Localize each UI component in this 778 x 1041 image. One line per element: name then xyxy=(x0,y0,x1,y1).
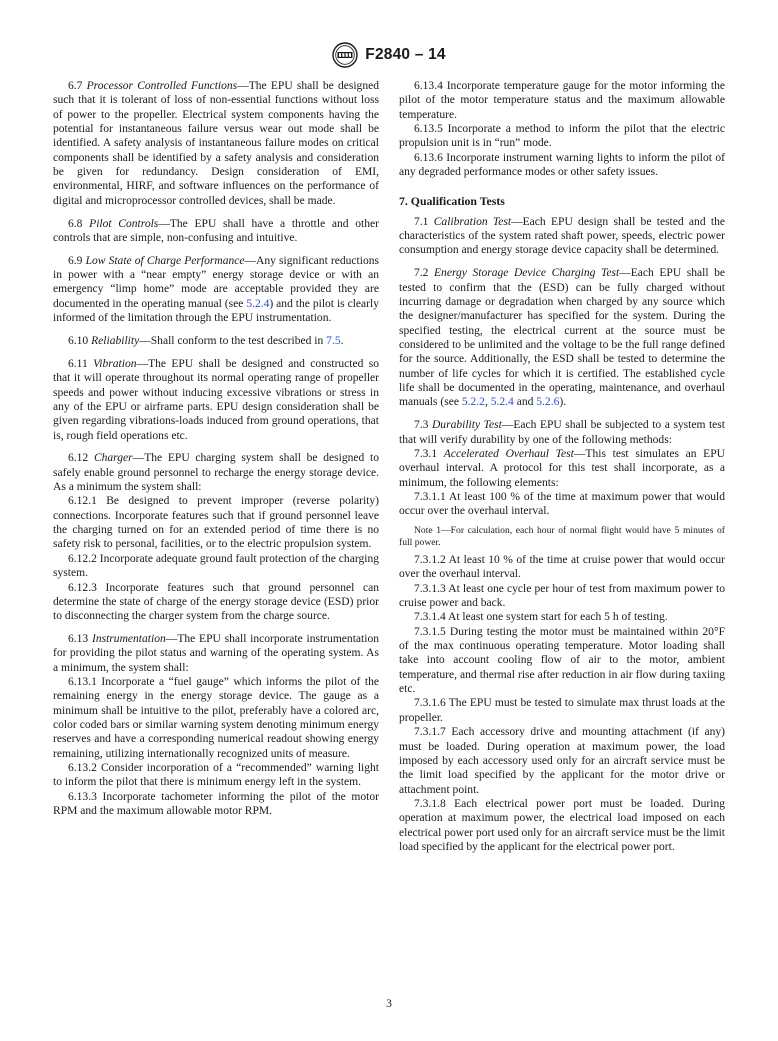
para-7-3-1-4: 7.3.1.4 At least one system start for each 5 h of testing. xyxy=(414,611,668,624)
para-6-10 xyxy=(53,334,379,348)
para-6-13-4: 6.13.4 Incorporate temperature gauge for the motor informing the pilot of the motor temperature status and the maximum allowable temperature. xyxy=(399,80,725,121)
page-header xyxy=(0,42,778,68)
section-link-5-2-4[interactable]: 5.2.4 xyxy=(490,396,514,409)
para-text: —The EPU shall be designed and constructed so that it will operate throughout its normal operating range of propeller speeds and power without inducing excessive vibrations or stress in any of the EPU or airframe parts. EPU design consideration shall be given regarding vibrations-loads induced from ground operations, that is, rough field operations etc. xyxy=(53,357,380,442)
para-title: Charger xyxy=(93,452,133,465)
para-title: Reliability xyxy=(91,335,140,347)
para-text: —Each EPU design shall be tested and the characteristics of the system rated shaft power, speeds, electric power consumption and energy storage device capacity shall be determined. xyxy=(399,215,725,257)
para-text: —The EPU shall be designed such that it is tolerant of loss of non-essential functions without loss of power to the propeller. Electrical system components having the potential for instantaneous failure versus wear out mode shall be identified. A safety analysis of instantaneous failure modes on critical components shall be identified by a safety analysis and consideration be given for redundancy. Design consideration of EMI, environmental, HIRF, and software influences on the performance of digital and microprocessor controlled devices, shall be made. xyxy=(53,80,379,207)
para-7-3 xyxy=(399,418,725,447)
para-text: —Shall conform to the test described in xyxy=(139,335,327,347)
para-6-13-3: 6.13.3 Incorporate tachometer informing the pilot of the motor RPM and the maximum allowable motor RPM. xyxy=(53,790,379,818)
para-text: ). xyxy=(559,396,567,409)
section-link-5-2-6[interactable]: 5.2.6 xyxy=(536,396,560,409)
section-heading-qualification-tests: 7. Qualification Tests xyxy=(399,194,505,209)
para-6-13-1: 6.13.1 Incorporate a “fuel gauge” which informs the pilot of the remaining energy in the energy storage device. The gauge as a minimum shall be intuitive to the pilot, preferably have a colored arc, color coded bars or similar warning system denoting minimum energy reserves and have a corresponding numerical readout showing energy remaining, utilizing internationally recognized units of measure. xyxy=(53,676,379,760)
section-link-5-2-4[interactable]: 5.2.4 xyxy=(246,297,270,310)
para-title: Processor Controlled Functions xyxy=(86,80,238,92)
para-6-12 xyxy=(53,451,379,494)
para-text: . xyxy=(340,335,344,347)
para-text: and xyxy=(513,396,537,409)
para-7-3-1-1: 7.3.1.1 At least 100 % of the time at maximum power that would occur over the overhaul interval. xyxy=(399,490,725,518)
para-6-9 xyxy=(53,254,379,326)
para-6-12-3: 6.12.3 Incorporate features such that ground personnel can determine the state of charge of the energy storage device (ESD) prior to disconnecting the charger system from the charge source. xyxy=(53,581,379,623)
document-id: F2840 – 14 xyxy=(365,46,446,63)
para-text: —Each EPU shall be tested to confirm that the (ESD) can be fully charged without incurring damage or degradation when charged by any source which the designer/manufacturer has specified for the system. During the specified testing, the electrical current at the source must be considered to be unlimited and the voltage to be the full range defined for the source. Additionally, the ESD shall be tested to determine the number of life cycles for which it is certified. The established cycle life shall be documented in the operating, maintenance, and overhaul manuals (see xyxy=(399,267,725,409)
para-7-3-1-2: 7.3.1.2 At least 10 % of the time at cruise power that would occur over the overhaul interval. xyxy=(399,554,725,581)
para-6-8 xyxy=(53,217,379,246)
para-7-3-1-5: 7.3.1.5 During testing the motor must be maintained within 20°F of the max continuous operating temperature. Motor loading shall take into account cooling flow of air to the motor, ambient temperature, and thermal rise after reduction in air flow during taxiing etc. xyxy=(399,625,725,696)
para-number: 6.7 xyxy=(68,80,87,92)
para-text: —This test simulates an EPU overhaul interval. A protocol for this test shall incorporate, as a minimum, the following elements: xyxy=(399,447,725,489)
para-number: 6.11 xyxy=(68,357,94,370)
para-text: ) and the pilot is clearly informed of the limitation through the EPU instrumentation. xyxy=(53,297,379,325)
para-6-12-2: 6.12.2 Incorporate adequate ground fault protection of the charging system. xyxy=(53,552,379,580)
para-number: 7.1 xyxy=(414,215,434,228)
para-text: —The EPU shall have a throttle and other controls that are simple, non-confusing and intuitive. xyxy=(53,217,379,244)
para-text: —The EPU charging system shall be designed to safely enable ground personnel to recharge the energy storage device. As a minimum the system shall: xyxy=(53,452,379,494)
para-6-11 xyxy=(53,357,379,443)
para-number: 7.3 xyxy=(414,419,432,432)
para-number: 6.9 xyxy=(68,254,86,267)
para-7-3-1-8: 7.3.1.8 Each electrical power port must be loaded. During operation at maximum power, the electrical load imposed on each electrical power port used only for an aircraft service must be the limit load specified by the applicant for the electrical power port. xyxy=(399,797,725,853)
para-title: Calibration Test xyxy=(433,215,512,228)
para-title: Low State of Charge Performance xyxy=(85,254,245,267)
para-title: Instrumentation xyxy=(91,633,166,646)
para-number: 6.10 xyxy=(68,335,92,347)
para-6-13-5: 6.13.5 Incorporate a method to inform the pilot that the electric propulsion unit is in “run” mode. xyxy=(399,123,725,150)
para-number: 7.2 xyxy=(414,267,434,280)
para-text: —Each EPU shall be subjected to a system test that will verify durability by one of the following methods: xyxy=(399,419,725,446)
para-text: —The EPU shall incorporate instrumentation for providing the pilot status and warning of the operating system. As a minimum, the system shall: xyxy=(53,633,379,674)
para-number: 6.8 xyxy=(68,217,90,230)
left-column xyxy=(53,79,379,819)
para-7-3-1-3: 7.3.1.3 At least one cycle per hour of test from maximum power to cruise power and back. xyxy=(399,582,725,610)
para-text: , xyxy=(484,396,491,409)
para-7-1 xyxy=(399,215,725,258)
para-number: 7.3.1 xyxy=(414,447,444,460)
para-7-2 xyxy=(399,266,725,409)
page-number: 3 xyxy=(386,998,392,1010)
para-title: Durability Test xyxy=(431,419,502,432)
astm-logo-icon xyxy=(332,42,358,68)
para-7-3-1 xyxy=(399,447,725,490)
para-title: Pilot Controls xyxy=(89,217,159,230)
para-6-13 xyxy=(53,632,379,675)
para-6-7 xyxy=(53,79,379,208)
para-title: Accelerated Overhaul Test xyxy=(443,447,574,460)
section-link-5-2-2[interactable]: 5.2.2 xyxy=(461,396,485,409)
right-column xyxy=(399,79,725,854)
para-number: 6.12 xyxy=(68,452,94,465)
note-1: Note 1—For calculation, each hour of normal flight would have 5 minutes of full power. xyxy=(399,524,725,548)
para-6-13-6: 6.13.6 Incorporate instrument warning lights to inform the pilot of any degraded performance modes or other safety issues. xyxy=(399,151,725,179)
para-6-13-2: 6.13.2 Consider incorporation of a “recommended” warning light to inform the pilot that there is minimum energy left in the system. xyxy=(53,762,379,789)
para-7-3-1-7: 7.3.1.7 Each accessory drive and mounting attachment (if any) must be loaded. During operation at maximum power, the load imposed by each accessory used only for an aircraft service must be the limit load specified by the applicant for the motor drive or attachment point. xyxy=(399,726,725,796)
para-text: —Any significant reductions in power with a “near empty” energy storage device or with an emergency “limp home” mode are acceptable provided they are documented in the operating manual (see xyxy=(53,254,380,310)
para-title: Energy Storage Device Charging Test xyxy=(434,267,620,280)
section-link-7-5[interactable]: 7.5 xyxy=(326,335,341,347)
para-title: Vibration xyxy=(93,357,137,370)
para-number: 6.13 xyxy=(68,633,92,646)
para-7-3-1-6: 7.3.1.6 The EPU must be tested to simulate max thrust loads at the propeller. xyxy=(399,697,725,724)
para-6-12-1: 6.12.1 Be designed to prevent improper (reverse polarity) connections. Incorporate features such that if ground personnel leave the charging turned on for an extended period of time there is no safety risk to personal, facilities, or to the electric propulsion system. xyxy=(53,495,379,551)
